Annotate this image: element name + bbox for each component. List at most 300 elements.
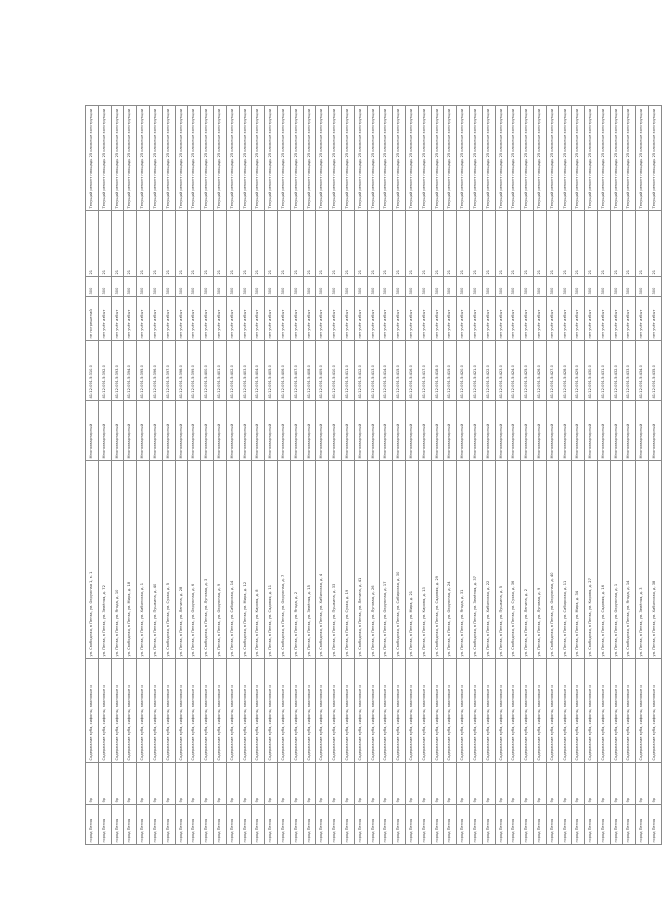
- cell-locality: город Пенза: [175, 805, 188, 845]
- table-row: [636, 106, 649, 845]
- cell-note: нет учёт избыт: [265, 297, 278, 341]
- cell-count: 21: [111, 211, 124, 277]
- table-row: [111, 106, 124, 845]
- table-row: [469, 106, 482, 845]
- cell-description: Текущий ремонт площадь 25 сложные конструкции: [380, 106, 393, 211]
- cell-locality: город Пенза: [431, 805, 444, 845]
- cell-address: ул. Свободная, в Пенза, ул. Ленина, д. 41: [354, 461, 367, 659]
- cell-code: 9р: [597, 763, 610, 805]
- cell-description: Текущий ремонт площадь 25 сложные конструкции: [124, 106, 137, 211]
- table-row: [175, 106, 188, 845]
- cell-count: 21: [380, 211, 393, 277]
- cell-note: нет учёт избыт: [239, 297, 252, 341]
- cell-building-type: Многоквартирный: [265, 401, 278, 461]
- cell-code: 9р: [418, 763, 431, 805]
- cell-work-type: Содержание куба, сифоны, клиновые и: [469, 659, 482, 763]
- cell-count: 21: [341, 211, 354, 277]
- cell-work-type: Содержание куба, сифоны, клиновые и: [572, 659, 585, 763]
- cell-description: Текущий ремонт площадь 25 сложные конструкции: [469, 106, 482, 211]
- cell-amount: 300: [290, 277, 303, 297]
- cell-description: Текущий ремонт площадь 25 сложные конструкции: [239, 106, 252, 211]
- cell-cadastral-number: 41:12:091.5:429.0: [572, 341, 585, 401]
- cell-note: нет учёт избыт: [636, 297, 649, 341]
- cell-building-type: Многоквартирный: [610, 401, 623, 461]
- cell-description: Текущий ремонт площадь 25 сложные конструкции: [431, 106, 444, 211]
- cell-locality: город Пенза: [98, 805, 111, 845]
- cell-work-type: Содержание куба, сифоны, клиновые и: [175, 659, 188, 763]
- cell-locality: город Пенза: [162, 805, 175, 845]
- cell-locality: город Пенза: [597, 805, 610, 845]
- cell-address: ул. Пенза, в Пенза, ул. Зелёная, д. 15: [303, 461, 316, 659]
- cell-description: Текущий ремонт площадь 25 сложные конструкции: [533, 106, 546, 211]
- cell-cadastral-number: 41:12:091.5:414.0: [380, 341, 393, 401]
- cell-note: нет учёт избыт: [111, 297, 124, 341]
- cell-work-type: Содержание куба, сифоны, клиновые и: [482, 659, 495, 763]
- cell-locality: город Пенза: [341, 805, 354, 845]
- cell-building-type: Многоквартирный: [137, 401, 150, 461]
- cell-note: нет учёт избыт: [124, 297, 137, 341]
- cell-building-type: Многоквартирный: [431, 401, 444, 461]
- cell-work-type: Содержание куба, сифоны, клиновые и: [649, 659, 662, 763]
- cell-work-type: Содержание куба, сифоны, клиновые и: [277, 659, 290, 763]
- cell-address: ул. Пенза, в Пенза, ул. Пушкина, д. 5: [495, 461, 508, 659]
- cell-work-type: Содержание куба, сифоны, клиновые и: [597, 659, 610, 763]
- cell-count: 21: [469, 211, 482, 277]
- cell-locality: город Пенза: [329, 805, 342, 845]
- cell-amount: 300: [354, 277, 367, 297]
- cell-description: Текущий ремонт площадь 25 сложные конструкции: [393, 106, 406, 211]
- cell-code: 9р: [341, 763, 354, 805]
- cell-description: Текущий ремонт площадь 25 сложные конструкции: [418, 106, 431, 211]
- cell-locality: город Пенза: [277, 805, 290, 845]
- cell-code: 9р: [175, 763, 188, 805]
- cell-work-type: Содержание куба, сифоны, клиновые и: [623, 659, 636, 763]
- cell-code: 9р: [354, 763, 367, 805]
- cell-locality: город Пенза: [252, 805, 265, 845]
- cell-count: 21: [316, 211, 329, 277]
- cell-code: 9р: [290, 763, 303, 805]
- cell-work-type: Содержание куба, сифоны, клиновые и: [137, 659, 150, 763]
- cell-building-type: Многоквартирный: [469, 401, 482, 461]
- cell-description: Текущий ремонт площадь 25 сложные конструкции: [341, 106, 354, 211]
- cell-description: Текущий ремонт площадь 25 сложные конструкции: [649, 106, 662, 211]
- cell-locality: город Пенза: [457, 805, 470, 845]
- cell-building-type: Многоквартирный: [418, 401, 431, 461]
- table-row: [239, 106, 252, 845]
- cell-note: нет учёт избыт: [188, 297, 201, 341]
- cell-note: нет учёт избыт: [149, 297, 162, 341]
- cell-address: ул. Пенза, в Пенза, ул. Садовая, д. 16: [597, 461, 610, 659]
- cell-description: Текущий ремонт площадь 25 сложные конструкции: [137, 106, 150, 211]
- cell-amount: 300: [188, 277, 201, 297]
- cell-note: нет учёт избыт: [98, 297, 111, 341]
- table-row: [431, 106, 444, 845]
- cell-amount: 300: [277, 277, 290, 297]
- cell-code: 9р: [431, 763, 444, 805]
- cell-cadastral-number: 41:12:091.5:434.0: [636, 341, 649, 401]
- cell-description: Текущий ремонт площадь 25 сложные конструкции: [367, 106, 380, 211]
- cell-note: нет учёт избыт: [393, 297, 406, 341]
- cell-amount: 300: [469, 277, 482, 297]
- cell-locality: город Пенза: [86, 805, 99, 845]
- cell-work-type: Содержание куба, сифоны, клиновые и: [559, 659, 572, 763]
- cell-cadastral-number: 41:12:091.5:406.0: [277, 341, 290, 401]
- cell-code: 9р: [239, 763, 252, 805]
- cell-building-type: Многоквартирный: [252, 401, 265, 461]
- table-row: [585, 106, 598, 845]
- cell-count: 21: [533, 211, 546, 277]
- cell-work-type: Содержание куба, сифоны, клиновые и: [521, 659, 534, 763]
- cell-code: 9р: [623, 763, 636, 805]
- cell-count: 21: [188, 211, 201, 277]
- table-row: [290, 106, 303, 845]
- cell-code: 9р: [162, 763, 175, 805]
- cell-address: ул. Пенза, в Пенза, ул. Садовая, д. 11: [265, 461, 278, 659]
- cell-amount: 300: [597, 277, 610, 297]
- cell-amount: 300: [521, 277, 534, 297]
- cell-building-type: Многоквартирный: [546, 401, 559, 461]
- cell-building-type: Многоквартирный: [457, 401, 470, 461]
- cell-note: нет учёт избыт: [175, 297, 188, 341]
- cell-amount: 300: [636, 277, 649, 297]
- cell-amount: 300: [252, 277, 265, 297]
- table-row: [367, 106, 380, 845]
- cell-work-type: Содержание куба, сифоны, клиновые и: [495, 659, 508, 763]
- cell-note: нет учёт избыт: [277, 297, 290, 341]
- cell-cadastral-number: 41:12:091.5:412.0: [354, 341, 367, 401]
- cell-building-type: Многоквартирный: [277, 401, 290, 461]
- cell-note: нет учёт избыт: [610, 297, 623, 341]
- cell-locality: город Пенза: [201, 805, 214, 845]
- cell-work-type: Содержание куба, сифоны, клиновые и: [316, 659, 329, 763]
- cell-locality: город Пенза: [137, 805, 150, 845]
- cell-description: Текущий ремонт площадь 25 сложные конструкции: [277, 106, 290, 211]
- cell-count: 21: [572, 211, 585, 277]
- cell-amount: 300: [393, 277, 406, 297]
- table-row: [213, 106, 226, 845]
- table-row: [482, 106, 495, 845]
- cell-building-type: Многоквартирный: [572, 401, 585, 461]
- cell-cadastral-number: 41:12:091.5:401.0: [213, 341, 226, 401]
- cell-building-type: Многоквартирный: [444, 401, 457, 461]
- table-row: [610, 106, 623, 845]
- cell-cadastral-number: 41:12:091.5:403.0: [239, 341, 252, 401]
- cell-count: 21: [277, 211, 290, 277]
- table-row: [508, 106, 521, 845]
- cell-note: нет учёт избыт: [201, 297, 214, 341]
- cell-note: нет учёт избыт: [495, 297, 508, 341]
- cell-cadastral-number: 41:12:091.5:310.0: [86, 341, 99, 401]
- cell-cadastral-number: 41:12:091.5:418.0: [431, 341, 444, 401]
- cell-amount: 300: [495, 277, 508, 297]
- cell-cadastral-number: 41:12:091.5:419.0: [444, 341, 457, 401]
- cell-description: Текущий ремонт площадь 25 сложные конструкции: [546, 106, 559, 211]
- cell-code: 9р: [329, 763, 342, 805]
- cell-note: нет учёт избыт: [469, 297, 482, 341]
- cell-count: 21: [162, 211, 175, 277]
- cell-work-type: Содержание куба, сифоны, клиновые и: [533, 659, 546, 763]
- cell-locality: город Пенза: [559, 805, 572, 845]
- cell-building-type: Многоквартирный: [188, 401, 201, 461]
- cell-locality: город Пенза: [265, 805, 278, 845]
- cell-building-type: Многоквартирный: [508, 401, 521, 461]
- cell-address: ул. Свободная, в Пенза, ул. Кирова, д. 27: [585, 461, 598, 659]
- cell-building-type: Многоквартирный: [175, 401, 188, 461]
- cell-amount: 300: [86, 277, 99, 297]
- cell-code: 9р: [226, 763, 239, 805]
- cell-address: ул. Пенза, в Пенза, ул. Ленина, д. 28: [175, 461, 188, 659]
- cell-code: 9р: [393, 763, 406, 805]
- cell-count: 21: [623, 211, 636, 277]
- cell-building-type: Многоквартирный: [329, 401, 342, 461]
- cell-description: Текущий ремонт площадь 25 сложные конструкции: [482, 106, 495, 211]
- cell-description: Текущий ремонт площадь 25 сложные конструкции: [521, 106, 534, 211]
- cell-description: Текущий ремонт площадь 25 сложные конструкции: [610, 106, 623, 211]
- cell-amount: 300: [226, 277, 239, 297]
- cell-count: 21: [252, 211, 265, 277]
- cell-amount: 300: [610, 277, 623, 297]
- cell-address: ул. Пенза, в Пенза, ул. Окружная, д. 1: [610, 461, 623, 659]
- cell-count: 21: [508, 211, 521, 277]
- cell-work-type: Содержание куба, сифоны, клиновые и: [239, 659, 252, 763]
- cell-address: ул. Пенза, в Пенза, ул. Окружная, д. 9: [213, 461, 226, 659]
- table-row: [162, 106, 175, 845]
- cell-cadastral-number: 41:12:091.5:432.0: [610, 341, 623, 401]
- cell-building-type: Многоквартирный: [124, 401, 137, 461]
- table-row: [457, 106, 470, 845]
- cell-amount: 300: [572, 277, 585, 297]
- cell-amount: 300: [316, 277, 329, 297]
- cell-code: 9р: [610, 763, 623, 805]
- cell-amount: 300: [533, 277, 546, 297]
- cell-description: Текущий ремонт площадь 25 сложные конструкции: [213, 106, 226, 211]
- table-row: [559, 106, 572, 845]
- cell-cadastral-number: 41:12:091.5:430.0: [585, 341, 598, 401]
- cell-description: Текущий ремонт площадь 25 сложные конструкции: [508, 106, 521, 211]
- cell-building-type: Многоквартирный: [636, 401, 649, 461]
- cell-building-type: Многоквартирный: [239, 401, 252, 461]
- cell-address: ул. Пенза, в Пенза, ул. Хибинская, д. 22: [482, 461, 495, 659]
- cell-amount: 300: [457, 277, 470, 297]
- cell-building-type: Многоквартирный: [98, 401, 111, 461]
- cell-cadastral-number: 41:12:091.5:423.0: [495, 341, 508, 401]
- cell-work-type: Содержание куба, сифоны, клиновые и: [341, 659, 354, 763]
- table-row: [444, 106, 457, 845]
- cell-locality: город Пенза: [649, 805, 662, 845]
- cell-work-type: Содержание куба, сифоны, клиновые и: [354, 659, 367, 763]
- cell-address: ул. Свободная, в Пенза, ул. Окружная, д. 40: [546, 461, 559, 659]
- cell-amount: 300: [623, 277, 636, 297]
- cell-address: ул. Пенза, в Пенза, ул. Пушкина, д. 40: [149, 461, 162, 659]
- cell-amount: 300: [162, 277, 175, 297]
- table-row: [316, 106, 329, 845]
- cell-address: ул. Пенза, в Пенза, ул. Ягода, д. 31: [457, 461, 470, 659]
- table-row: [418, 106, 431, 845]
- cell-amount: 300: [137, 277, 150, 297]
- cell-address: ул. Пенза, в Пенза, ул. Луговая, д. 9: [533, 461, 546, 659]
- cell-locality: город Пенза: [533, 805, 546, 845]
- cell-description: Текущий ремонт площадь 25 сложные конструкции: [303, 106, 316, 211]
- cell-code: 9р: [636, 763, 649, 805]
- cell-count: 21: [495, 211, 508, 277]
- cell-description: Текущий ремонт площадь 25 сложные конструкции: [98, 106, 111, 211]
- cell-count: 21: [124, 211, 137, 277]
- cell-cadastral-number: 41:12:091.5:405.0: [265, 341, 278, 401]
- table-row: [277, 106, 290, 845]
- cell-amount: 300: [559, 277, 572, 297]
- cell-description: Текущий ремонт площадь 25 сложные конструкции: [329, 106, 342, 211]
- cell-description: Текущий ремонт площадь 25 сложные конструкции: [175, 106, 188, 211]
- cell-description: Текущий ремонт площадь 25 сложные конструкции: [290, 106, 303, 211]
- cell-note: нет учёт избыт: [649, 297, 662, 341]
- cell-note: нет учёт избыт: [341, 297, 354, 341]
- cell-code: 9р: [546, 763, 559, 805]
- cell-note: нет учёт избыт: [354, 297, 367, 341]
- cell-code: 9р: [124, 763, 137, 805]
- cell-building-type: Многоквартирный: [367, 401, 380, 461]
- cell-code: 9р: [213, 763, 226, 805]
- cell-work-type: Содержание куба, сифоны, клиновые и: [226, 659, 239, 763]
- cell-amount: 300: [546, 277, 559, 297]
- cell-count: 21: [418, 211, 431, 277]
- cell-locality: город Пенза: [418, 805, 431, 845]
- cell-note: нет учёт избыт: [431, 297, 444, 341]
- cell-address: ул. Пенза, в Пенза, ул. Мира, д. 21: [405, 461, 418, 659]
- cell-amount: 300: [482, 277, 495, 297]
- cell-cadastral-number: 41:12:091.5:397.0: [162, 341, 175, 401]
- cell-count: 21: [649, 211, 662, 277]
- cell-cadastral-number: 41:12:091.5:394.0: [124, 341, 137, 401]
- cell-amount: 300: [341, 277, 354, 297]
- table-row: [265, 106, 278, 845]
- cell-address: ул. Свободная, в Пенза, ул. Сухая, д. 36: [508, 461, 521, 659]
- cell-address: ул. Пенза, в Пенза, ул. Ягода, д. 2: [290, 461, 303, 659]
- cell-note: нет учёт избыт: [329, 297, 342, 341]
- table-row: [572, 106, 585, 845]
- cell-work-type: Содержание куба, сифоны, клиновые и: [546, 659, 559, 763]
- cell-building-type: Многоквартирный: [380, 401, 393, 461]
- cell-cadastral-number: 41:12:091.5:404.0: [252, 341, 265, 401]
- cell-address: ул. Свободная, в Пенза, ул. Окружная, д. 7: [277, 461, 290, 659]
- cell-cadastral-number: 41:12:091.5:409.0: [316, 341, 329, 401]
- cell-locality: город Пенза: [149, 805, 162, 845]
- table-row: [226, 106, 239, 845]
- cell-locality: город Пенза: [290, 805, 303, 845]
- cell-work-type: Содержание куба, сифоны, клиновые и: [124, 659, 137, 763]
- rotated-table-wrapper: [85, 106, 657, 845]
- table-row: [303, 106, 316, 845]
- cell-cadastral-number: 41:12:091.5:426.0: [533, 341, 546, 401]
- cell-note: нет учёт избыт: [380, 297, 393, 341]
- cell-note: нет учёт избыт: [418, 297, 431, 341]
- cell-cadastral-number: 41:12:091.5:398.0: [175, 341, 188, 401]
- cell-description: Текущий ремонт площадь 25 сложные конструкции: [623, 106, 636, 211]
- cell-cadastral-number: 41:12:091.5:411.0: [341, 341, 354, 401]
- cell-code: 9р: [316, 763, 329, 805]
- cell-building-type: Многоквартирный: [201, 401, 214, 461]
- cell-cadastral-number: 41:12:091.5:428.0: [559, 341, 572, 401]
- cell-locality: город Пенза: [367, 805, 380, 845]
- cell-amount: 300: [367, 277, 380, 297]
- cell-note: нет учёт избыт: [623, 297, 636, 341]
- cell-cadastral-number: 41:12:091.5:417.0: [418, 341, 431, 401]
- cell-building-type: Многоквартирный: [482, 401, 495, 461]
- table-row: [533, 106, 546, 845]
- cell-building-type: Многоквартирный: [495, 401, 508, 461]
- table-row: [393, 106, 406, 845]
- cell-cadastral-number: 41:12:091.5:400.0: [201, 341, 214, 401]
- cell-amount: 300: [303, 277, 316, 297]
- cell-cadastral-number: 41:12:091.5:410.0: [329, 341, 342, 401]
- cell-work-type: Содержание куба, сифоны, клиновые и: [393, 659, 406, 763]
- cell-amount: 300: [444, 277, 457, 297]
- cell-code: 9р: [521, 763, 534, 805]
- cell-address: ул. Свободная, в Пенза, ул. Мира, д. 12: [239, 461, 252, 659]
- table-row: [98, 106, 111, 845]
- cell-cadastral-number: 41:12:091.5:402.0: [226, 341, 239, 401]
- cell-cadastral-number: 41:12:091.5:431.0: [597, 341, 610, 401]
- cell-address: ул. Пенза, в Пенза, ул. Кирова, д. 8: [252, 461, 265, 659]
- cell-address: ул. Свободная, в Пенза, ул. Луговая, д. 3: [201, 461, 214, 659]
- cell-amount: 300: [649, 277, 662, 297]
- cell-work-type: Содержание куба, сифоны, клиновые и: [252, 659, 265, 763]
- cell-note: нет учёт избыт: [137, 297, 150, 341]
- table-row: [597, 106, 610, 845]
- cell-count: 21: [367, 211, 380, 277]
- cell-work-type: Содержание куба, сифоны, клиновые и: [431, 659, 444, 763]
- cell-locality: город Пенза: [303, 805, 316, 845]
- cell-building-type: Многоквартирный: [585, 401, 598, 461]
- cell-address: ул. Свободная, в Пенза, ул. Хибинская, д. 4: [316, 461, 329, 659]
- cell-work-type: Содержание куба, сифоны, клиновые и: [585, 659, 598, 763]
- cell-cadastral-number: 41:12:091.5:396.0: [149, 341, 162, 401]
- cell-work-type: Содержание куба, сифоны, клиновые и: [636, 659, 649, 763]
- cell-amount: 300: [329, 277, 342, 297]
- cell-code: 9р: [98, 763, 111, 805]
- cell-count: 21: [213, 211, 226, 277]
- cell-note: нет учёт избыт: [316, 297, 329, 341]
- cell-work-type: Содержание куба, сифоны, клиновые и: [265, 659, 278, 763]
- cell-cadastral-number: 41:12:091.5:407.0: [290, 341, 303, 401]
- cell-locality: город Пенза: [495, 805, 508, 845]
- cell-code: 9р: [277, 763, 290, 805]
- cell-count: 21: [405, 211, 418, 277]
- cell-locality: город Пенза: [111, 805, 124, 845]
- table-row: [495, 106, 508, 845]
- cell-work-type: Содержание куба, сифоны, клиновые и: [418, 659, 431, 763]
- cell-work-type: Содержание куба, сифоны, клиновые и: [444, 659, 457, 763]
- cell-address: ул. Пенза, в Пенза, ул. Мира, д. 34: [572, 461, 585, 659]
- cell-code: 9р: [649, 763, 662, 805]
- cell-description: Текущий ремонт площадь 25 сложные конструкции: [316, 106, 329, 211]
- cell-address: ул. Пенза, в Пенза, ул. Пушкина, д. 33: [329, 461, 342, 659]
- cell-code: 9р: [201, 763, 214, 805]
- cell-cadastral-number: 41:12:091.5:415.0: [393, 341, 406, 401]
- cell-code: 9р: [405, 763, 418, 805]
- cell-code: 9р: [482, 763, 495, 805]
- table-row: [649, 106, 662, 845]
- cell-description: Текущий ремонт площадь 25 сложные конструкции: [265, 106, 278, 211]
- cell-locality: город Пенза: [354, 805, 367, 845]
- cell-address: ул. Свободная, в Пенза, ул. Мира, д. 18: [124, 461, 137, 659]
- cell-cadastral-number: 41:12:091.5:392.0: [98, 341, 111, 401]
- cell-address: ул. Пенза, в Пенза, ул. Хибинская, д. 1: [137, 461, 150, 659]
- table-row: [341, 106, 354, 845]
- cell-locality: город Пенза: [188, 805, 201, 845]
- cell-locality: город Пенза: [469, 805, 482, 845]
- cell-note: нет учёт избыт: [559, 297, 572, 341]
- cell-building-type: Многоквартирный: [341, 401, 354, 461]
